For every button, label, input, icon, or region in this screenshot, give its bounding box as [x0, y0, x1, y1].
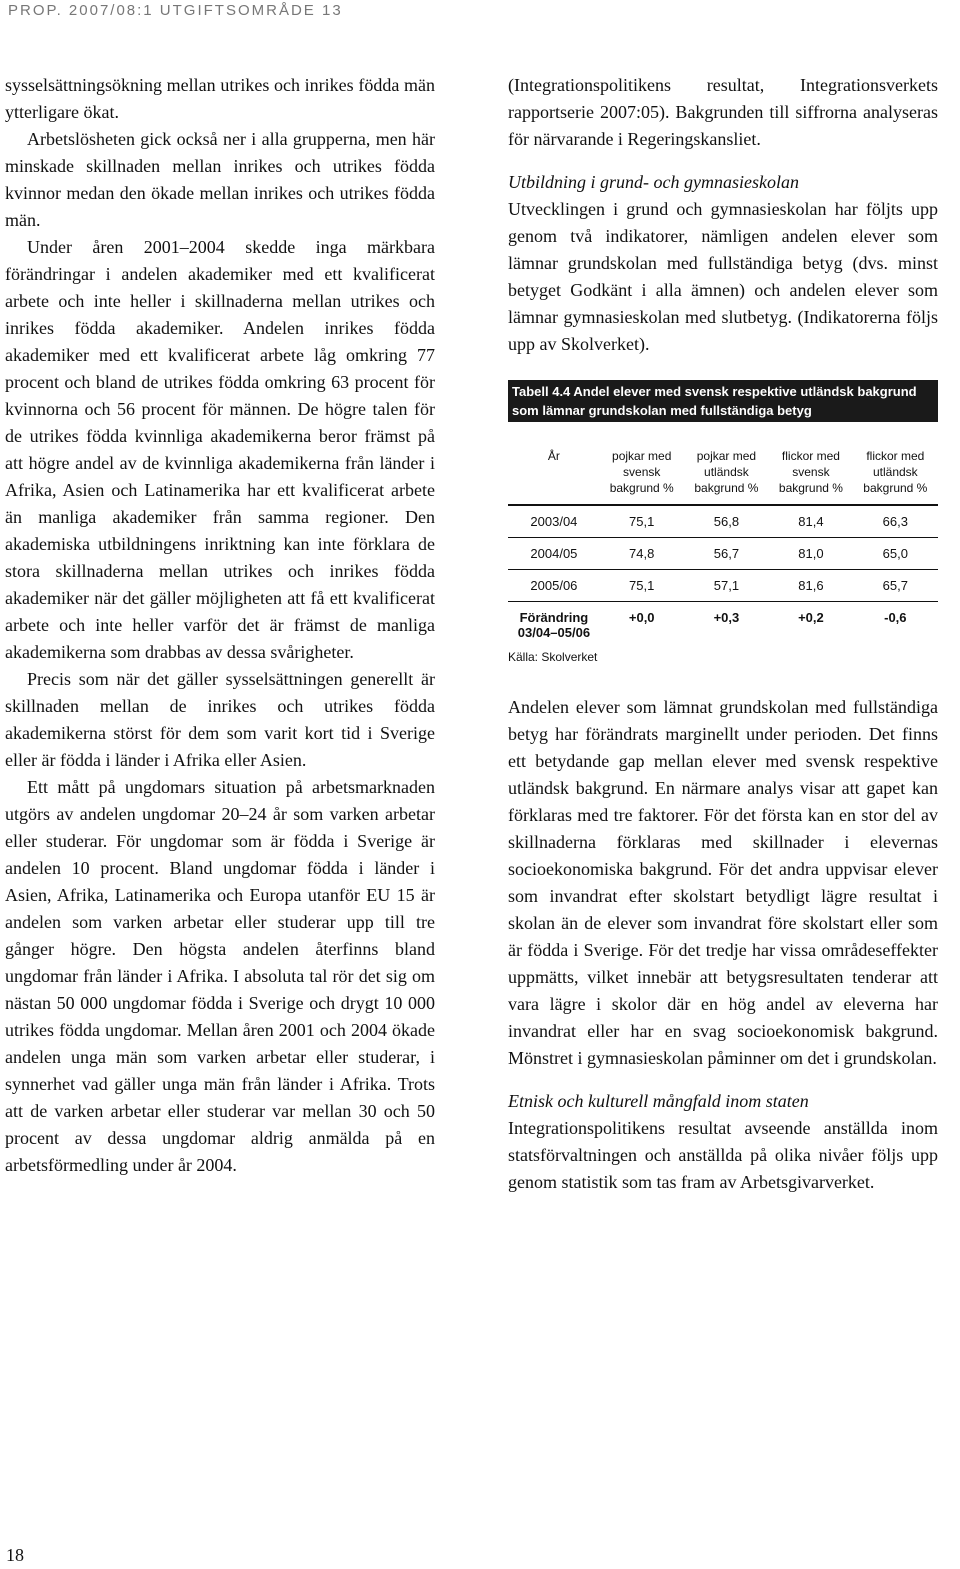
table-cell: Förändring 03/04–05/06 [508, 602, 600, 649]
section-heading: Etnisk och kulturell mångfald inom staten [508, 1091, 809, 1111]
table-cell: 81,4 [769, 505, 852, 538]
page-number: 18 [6, 1545, 24, 1565]
table-cell: 2004/05 [508, 538, 600, 570]
table-source: Källa: Skolverket [508, 650, 598, 664]
table-header-row [508, 434, 938, 505]
table-cell: 65,0 [853, 538, 938, 570]
running-head: PROP. 2007/08:1 UTGIFTSOMRÅDE 13 [8, 2, 343, 19]
paragraph: Precis som när det gäller sysselsättningen generellt är skillnaden mellan de inrikes och utrikes födda akademikerna störst för dem som varit kort tid i Sverige eller är födda i länder i Afrika eller Asien. [5, 669, 435, 770]
table-cell: 74,8 [600, 538, 684, 570]
table-4-4 [508, 380, 938, 664]
table-row [508, 505, 938, 538]
table-cell: 2005/06 [508, 570, 600, 602]
table-cell: -0,6 [853, 602, 938, 649]
paragraph: Ett mått på ungdomars situation på arbetsmarknaden utgörs av andelen ungdomar 20–24 år som varken arbetar eller studerar. För ungdomar som är födda i Sverige är andelen 10 procent. Bland ungdomar födda i länder i Asien, Afrika, Latinamerika och Europa utanför EU 15 är andelen som varken arbetar eller studerar upp till tre gånger högre. Den högsta andelen återfinns bland ungdomar från länder i Afrika. I absoluta tal rör det sig om nästan 50 000 ungdomar födda i Sverige och drygt 10 000 utrikes födda ungdomar. Mellan åren 2001 och 2004 ökade andelen unga män som varken arbetar eller studerar, i synnerhet vad gäller unga män från länder i Afrika. Trots att de varken arbetar eller studerar var mellan 30 och 50 procent av dessa ungdomar aldrig anmälda på en arbetsförmedling under år 2004. [5, 777, 435, 1175]
table-cell: 66,3 [853, 505, 938, 538]
table-cell: 75,1 [600, 570, 684, 602]
table-cell: +0,2 [769, 602, 852, 649]
paragraph: sysselsättningsökning mellan utrikes och inrikes födda män ytterligare ökat. [5, 75, 435, 122]
table-title: Tabell 4.4 Andel elever med svensk respektive utländsk bakgrund som lämnar grundskolan med fullständiga betyg [508, 380, 938, 422]
table-cell: 57,1 [684, 570, 770, 602]
column-header: flickor med utländsk bakgrund % [863, 449, 928, 495]
paragraph: Utvecklingen i grund och gymnasieskolan har följts upp genom två indikatorer, nämligen andelen elever som lämnar grundskolan med fullständiga betyg (dvs. minst betyget Godkänt i alla ämnen) och andelen elever som lämnar gymnasieskolan med slutbetyg. (Indikatorerna följs upp av Skolverket). [508, 199, 938, 354]
table-cell: 56,8 [684, 505, 770, 538]
column-header: År [547, 449, 560, 463]
table-cell: +0,3 [684, 602, 770, 649]
table-cell: 75,1 [600, 505, 684, 538]
paragraph: Andelen elever som lämnat grundskolan med fullständiga betyg har förändrats marginellt under perioden. Det finns ett betydande gap mellan elever med svensk respektive utländsk bakgrund. En närmare analys visar att gapet kan förklaras med tre faktorer. För det första kan en stor del av skillnaderna förklaras med skillnader i elevernas socioekonomiska bakgrund. För det andra uppvisar elever som invandrat efter skolstart betydligt lägre resultat i skolan än de elever som invandrat före skolstart eller som är födda i Sverige. För det tredje har vissa områdeseffekter uppmätts, vilket innebär att betygsresultaten tenderar att vara lägre i skolor där en hög andel av eleverna har invandrat eller har en svag socioekonomisk bakgrund. Mönstret i gymnasieskolan påminner om det i grundskolan. [508, 697, 938, 1068]
table-cell: 56,7 [684, 538, 770, 570]
table-row [508, 538, 938, 570]
table-cell: 81,0 [769, 538, 852, 570]
column-header: flickor med svensk bakgrund % [778, 449, 843, 495]
left-column [5, 72, 435, 1179]
paragraph: Arbetslösheten gick också ner i alla grupperna, men här minskade skillnaden mellan inrikes och utrikes födda kvinnor medan den ökade mellan inrikes och utrikes födda män. [5, 129, 435, 230]
table-change-row [508, 602, 938, 649]
table-cell: 2003/04 [508, 505, 600, 538]
right-column [508, 72, 938, 1196]
column-header: pojkar med utländsk bakgrund % [694, 449, 759, 495]
paragraph: Integrationspolitikens resultat avseende anställda inom statsförvaltningen och anställda på olika nivåer följs upp genom statistik som tas fram av Arbetsgivarverket. [508, 1118, 938, 1192]
column-header: pojkar med svensk bakgrund % [609, 449, 674, 495]
table-row [508, 570, 938, 602]
data-table [508, 434, 938, 648]
paragraph: (Integrationspolitikens resultat, Integrationsverkets rapportserie 2007:05). Bakgrunden till siffrorna analyseras för närvarande i Regeringskansliet. [508, 75, 938, 149]
table-cell: 65,7 [853, 570, 938, 602]
table-cell: +0,0 [600, 602, 684, 649]
paragraph: Under åren 2001–2004 skedde inga märkbara förändringar i andelen akademiker med ett kvalificerat arbete och inte heller i skillnaderna mellan utrikes och inrikes födda akademiker. Andelen inrikes födda akademiker med ett kvalificerat arbete låg omkring 77 procent och bland de utrikes födda omkring 63 procent för kvinnorna och 56 procent för männen. De högre talen för de utrikes födda kvinnliga akademikerna beror främst på att högre andel av de kvinnliga akademikerna från länder i Afrika, Asien och Latinamerika har ett kvalificerat arbete än manliga akademiker från samma regioner. Den akademiska utbildningens inriktning kan inte förklara de stora skillnaderna mellan utrikes och inrikes födda akademiker när det gäller möjligheten att få ett kvalificerat arbete och inte heller varför det är främst de manliga akademikerna som drabbas av dessa svårigheter. [5, 237, 435, 662]
section-heading: Utbildning i grund- och gymnasieskolan [508, 172, 799, 192]
table-cell: 81,6 [769, 570, 852, 602]
